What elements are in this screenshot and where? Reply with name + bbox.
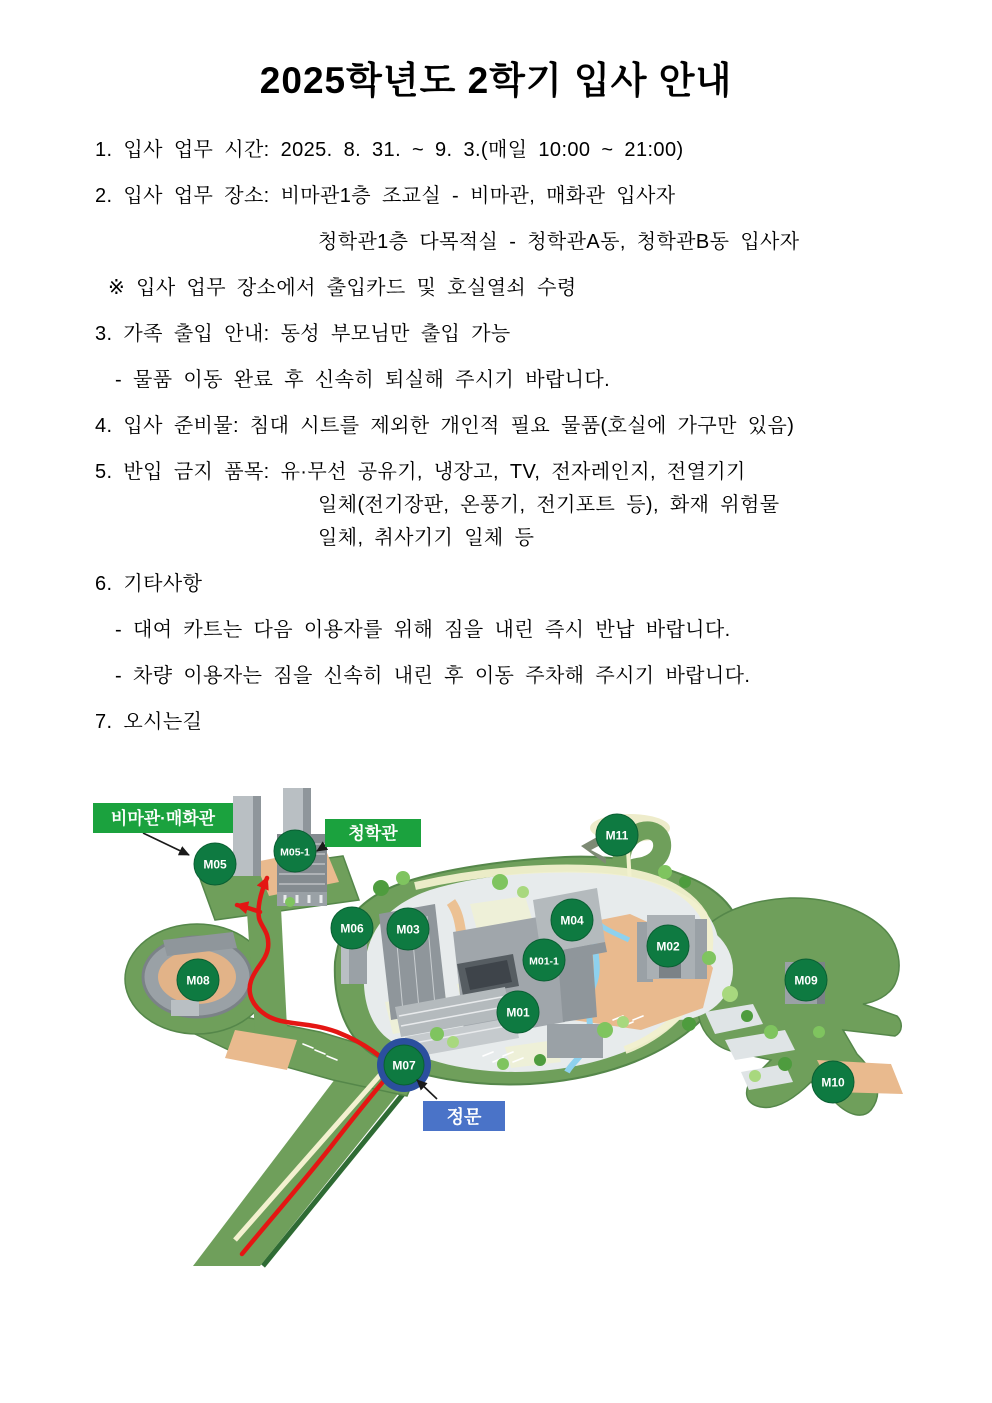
map-marker-M02 (647, 925, 689, 967)
doc-line-2b: 청학관1층 다목적실 - 청학관A동, 청학관B동 입사자 (318, 231, 800, 253)
gate-label-text: 정문 (446, 1107, 482, 1127)
map-marker-M10 (812, 1061, 854, 1103)
campus-map-image (85, 772, 905, 1287)
svg-text:M03: M03 (396, 922, 420, 937)
map-marker-M03 (387, 908, 429, 950)
campus-map (85, 772, 905, 1287)
map-marker-M06 (331, 907, 373, 949)
doc-line-5: 5. 반입 금지 품목: 유·무선 공유기, 냉장고, TV, 전자레인지, 전열기기 (95, 461, 746, 483)
map-marker-M01 (497, 991, 539, 1033)
map-marker-M05-1 (274, 830, 316, 872)
doc-line-5b: 일체(전기장판, 온풍기, 전기포트 등), 화재 위험물 (318, 494, 780, 516)
doc-line-3: 3. 가족 출입 안내: 동성 부모님만 출입 가능 (95, 323, 511, 345)
doc-line-1: 1. 입사 업무 시간: 2025. 8. 31. ~ 9. 3.(매일 10:00 ~ 21:00) (95, 139, 684, 161)
map-marker-M05 (194, 843, 236, 885)
map-marker-M07 (377, 1038, 431, 1092)
doc-line-5c: 일체, 취사기기 일체 등 (318, 527, 535, 549)
map-marker-M01-1 (523, 939, 565, 981)
document-body (95, 138, 952, 734)
dorm2-label-text: 청학관 (348, 824, 398, 843)
map-marker-M04 (551, 899, 593, 941)
svg-text:M09: M09 (794, 973, 818, 988)
doc-line-7: 7. 오시는길 (95, 711, 203, 733)
map-marker-M08 (177, 959, 219, 1001)
svg-text:M10: M10 (821, 1075, 845, 1090)
page-title: 2025학년도 2학기 입사 안내 (259, 60, 733, 101)
doc-line-6b: - 대여 카트는 다음 이용자를 위해 짐을 내린 즉시 반납 바랍니다. (115, 619, 731, 641)
map-label-gate (417, 1080, 505, 1131)
map-marker-M09 (785, 959, 827, 1001)
doc-line-note: ※ 입사 업무 장소에서 출입카드 및 호실열쇠 수령 (108, 277, 577, 299)
svg-text:M05: M05 (203, 857, 227, 872)
doc-line-6: 6. 기타사항 (95, 573, 203, 595)
svg-text:M06: M06 (340, 921, 364, 936)
svg-text:M02: M02 (656, 939, 680, 954)
svg-text:M01-1: M01-1 (529, 955, 559, 968)
svg-text:M04: M04 (560, 913, 584, 928)
doc-line-4: 4. 입사 준비물: 침대 시트를 제외한 개인적 필요 물품(호실에 가구만 있음) (95, 415, 795, 437)
svg-text:M05-1: M05-1 (280, 846, 310, 859)
svg-text:M01: M01 (506, 1005, 530, 1020)
dorm-label-text: 비마관·매화관 (110, 809, 216, 828)
doc-line-6c: - 차량 이용자는 짐을 신속히 내린 후 이동 주차해 주시기 바랍니다. (115, 665, 751, 687)
map-marker-M11 (596, 814, 638, 856)
svg-text:M11: M11 (605, 828, 629, 843)
doc-line-3b: - 물품 이동 완료 후 신속히 퇴실해 주시기 바랍니다. (115, 369, 611, 391)
svg-text:M08: M08 (186, 973, 210, 988)
map-label-dorm2 (317, 819, 421, 851)
doc-line-2: 2. 입사 업무 장소: 비마관1층 조교실 - 비마관, 매화관 입사자 (95, 185, 676, 207)
svg-text:M07: M07 (392, 1058, 416, 1073)
